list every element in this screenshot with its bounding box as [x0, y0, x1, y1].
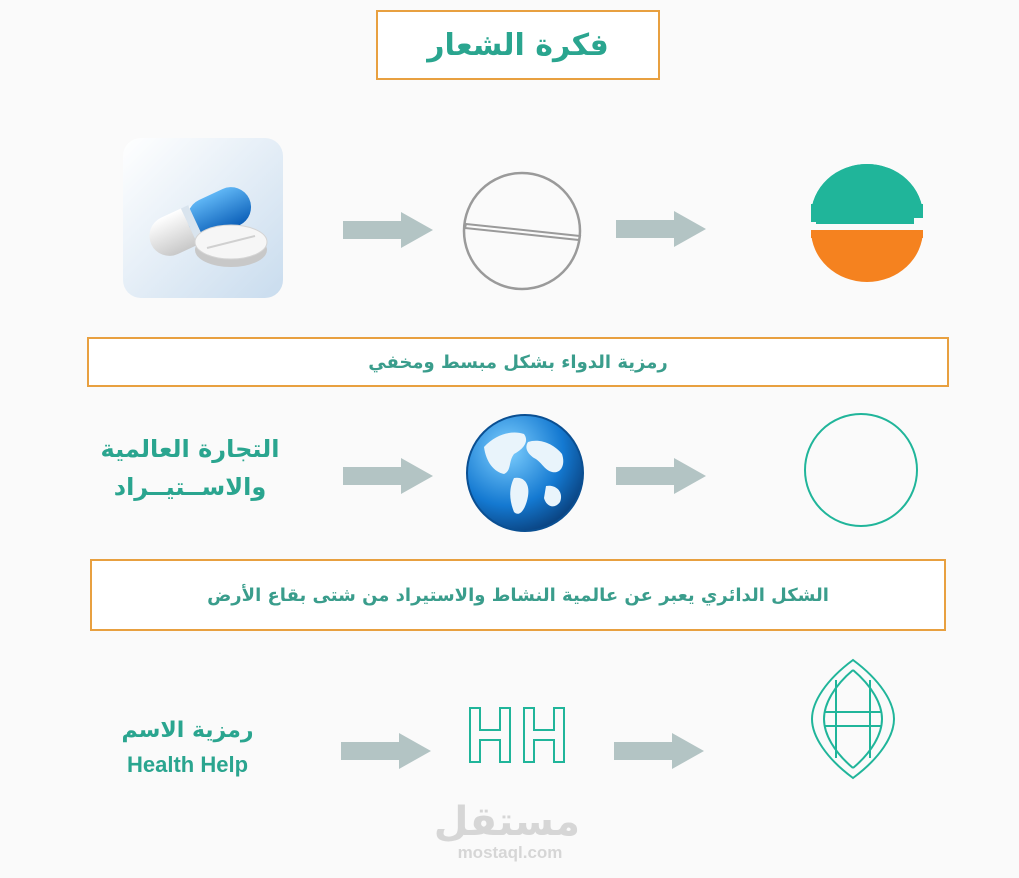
arrow-right-icon	[343, 212, 433, 248]
globe-icon	[464, 412, 586, 534]
logo-split-circle-icon	[808, 164, 926, 284]
hh-monogram-logo-icon	[806, 656, 900, 782]
arrow-right-icon	[343, 458, 433, 494]
tablet-outline-icon	[459, 170, 585, 292]
caption-circle: الشكل الدائري يعبر عن عالمية النشاط والاستيراد من شتى بقاع الأرض	[90, 559, 946, 631]
trade-label-line1: التجارة العالمية	[100, 435, 280, 463]
arrow-right-icon	[616, 458, 706, 494]
capsule-image	[123, 138, 283, 298]
watermark-latin: mostaql.com	[457, 843, 563, 862]
name-label	[100, 714, 275, 782]
arrow-right-icon	[616, 211, 706, 247]
page-title: فكرة الشعار	[376, 10, 660, 80]
hh-letters-icon	[466, 704, 570, 766]
trade-label-line2: والاســتيــراد	[113, 473, 267, 501]
arrow-right-icon	[341, 733, 431, 769]
watermark	[433, 799, 580, 862]
caption-medicine: رمزية الدواء بشكل مبسط ومخفي	[87, 337, 949, 387]
trade-label	[95, 430, 285, 506]
name-label-line2: Health Help	[126, 752, 249, 777]
arrow-right-icon	[614, 733, 704, 769]
name-label-line1: رمزية الاسم	[121, 718, 254, 743]
watermark-arabic: مستقل	[433, 799, 580, 845]
circle-outline-icon	[801, 410, 921, 530]
